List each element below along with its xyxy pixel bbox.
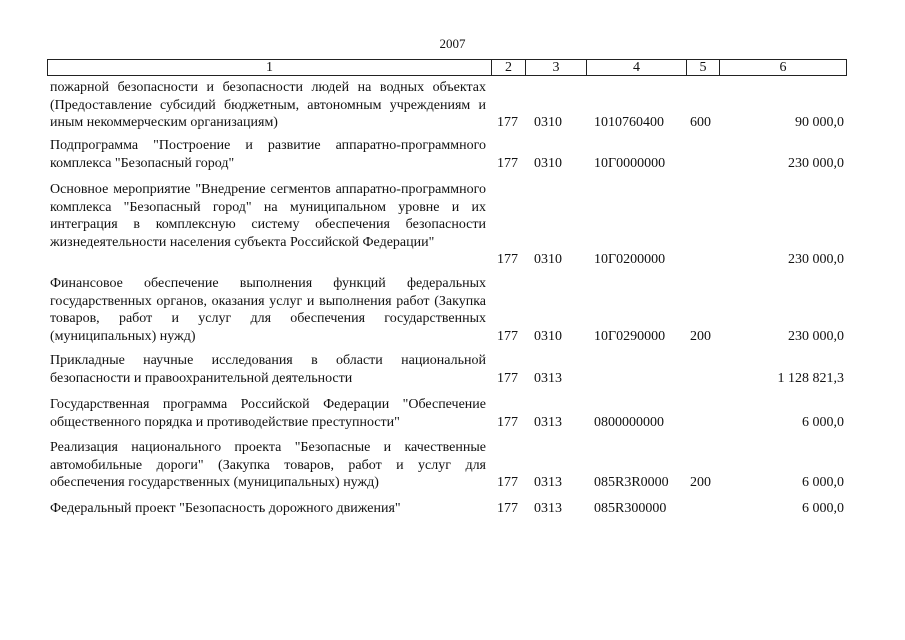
row-expense-code: 600 <box>690 115 711 130</box>
row-description: Реализация национального проекта "Безопасные и качественные автомобильные дороги" (Закупка товаров, работ и услуг для обеспечения государственных (муниципальных) нужд) <box>50 440 486 490</box>
row-target-code: 1010760400 <box>594 115 664 130</box>
row-publisher-code: 177 <box>497 414 518 430</box>
row-expense-code: 200 <box>690 475 711 490</box>
row-section-code: 0313 <box>534 370 562 386</box>
header-col-4: 4 <box>586 59 687 76</box>
row-publisher-code: 177 <box>497 501 518 516</box>
row-target-code: 10Г0200000 <box>594 252 666 267</box>
row-sum: 230 000,0 <box>788 252 844 267</box>
header-col-5: 5 <box>686 59 720 76</box>
row-description: Прикладные научные исследования в области национальной безопасности и правоохранительной деятельности <box>50 353 486 386</box>
row-sum: 6 000,0 <box>802 414 844 430</box>
header-col-1: 1 <box>47 59 492 76</box>
page-number: 2007 <box>439 36 466 51</box>
row-section-code: 0310 <box>534 115 562 130</box>
row-target-code: 085R3R0000 <box>594 475 669 490</box>
row-description: Подпрограмма "Построение и развитие аппаратно-программного комплекса "Безопасный город" <box>50 138 486 171</box>
row-target-code: 10Г0000000 <box>594 155 666 171</box>
row-section-code: 0310 <box>534 328 562 344</box>
row-publisher-code: 177 <box>497 155 518 171</box>
header-col-2: 2 <box>491 59 526 76</box>
row-publisher-code: 177 <box>497 252 518 267</box>
row-section-code: 0313 <box>534 501 562 516</box>
row-target-code: 10Г0290000 <box>594 328 666 344</box>
row-description: пожарной безопасности и безопасности людей на водных объектах (Предоставление субсидий бюджетным, автономным учреждениям и иным некоммерческим организациям) <box>50 80 486 130</box>
row-target-code: 0800000000 <box>594 414 664 430</box>
row-section-code: 0313 <box>534 414 562 430</box>
row-description: Федеральный проект "Безопасность дорожного движения" <box>50 501 401 516</box>
row-sum: 90 000,0 <box>795 115 844 130</box>
row-description: Основное мероприятие "Внедрение сегментов аппаратно-программного комплекса "Безопасный город" на муниципальном уровне и их интеграция в комплексную систему обеспечения безопасности жизнедеятельности населения субъекта Российской Федерации" <box>50 182 486 250</box>
row-sum: 230 000,0 <box>788 155 844 171</box>
row-publisher-code: 177 <box>497 328 518 344</box>
row-section-code: 0313 <box>534 475 562 490</box>
row-section-code: 0310 <box>534 155 562 171</box>
row-sum: 6 000,0 <box>802 501 844 516</box>
row-sum: 6 000,0 <box>802 475 844 490</box>
row-publisher-code: 177 <box>497 475 518 490</box>
row-target-code: 085R300000 <box>594 501 667 516</box>
header-col-3: 3 <box>525 59 587 76</box>
row-description: Государственная программа Российской Федерации "Обеспечение общественного порядка и противодействие преступности" <box>50 397 486 430</box>
row-publisher-code: 177 <box>497 370 518 386</box>
row-sum: 1 128 821,3 <box>777 370 844 386</box>
row-expense-code: 200 <box>690 328 711 344</box>
header-col-6: 6 <box>719 59 847 76</box>
row-sum: 230 000,0 <box>788 328 844 344</box>
row-section-code: 0310 <box>534 252 562 267</box>
row-publisher-code: 177 <box>497 115 518 130</box>
row-description: Финансовое обеспечение выполнения функций федеральных государственных органов, оказания услуг и выполнения работ (Закупка товаров, работ и услуг для обеспечения государственных (муниципальных) нужд) <box>50 276 486 344</box>
